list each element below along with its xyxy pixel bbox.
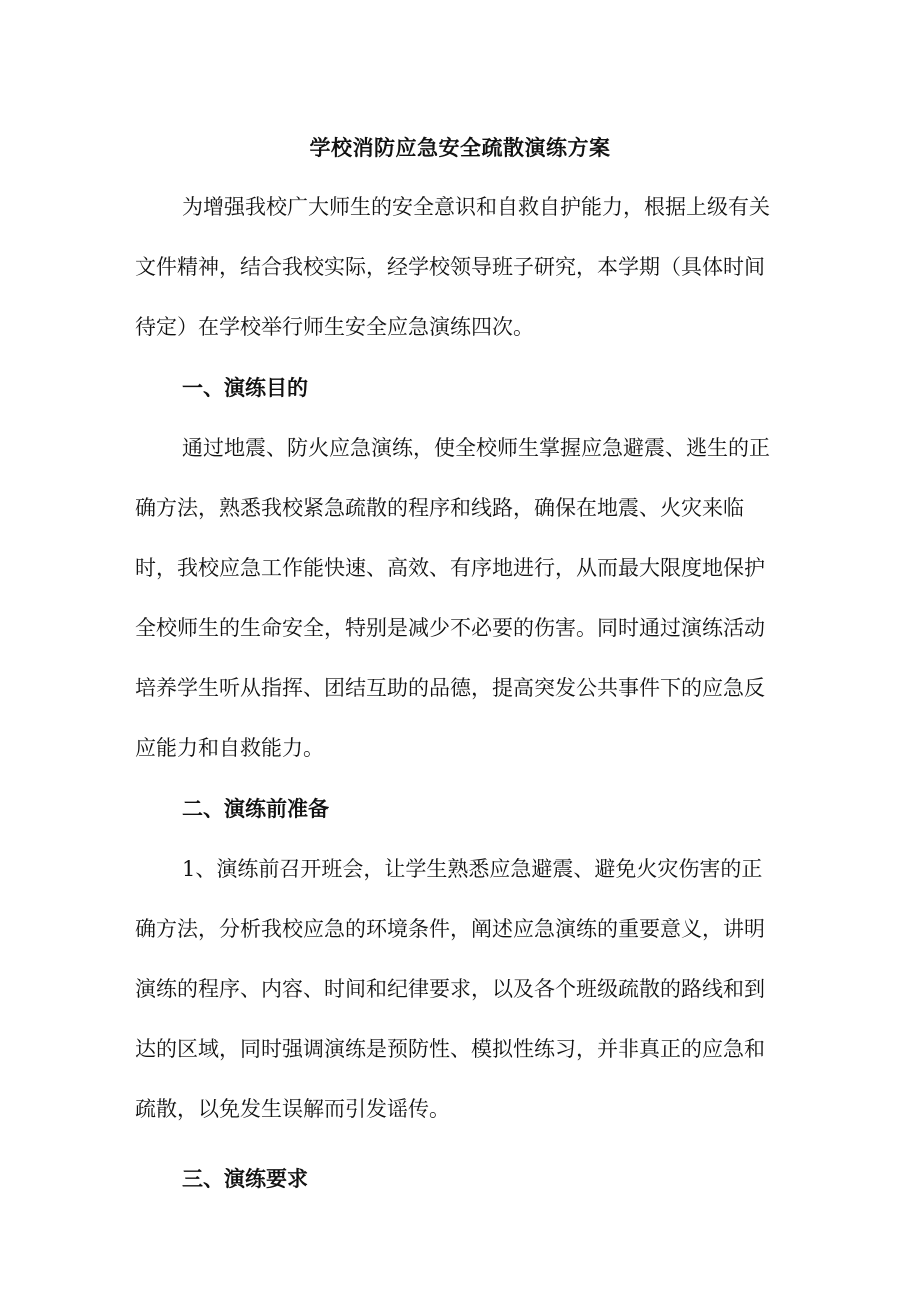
preparation-line-4: 达的区域，同时强调演练是预防性、模拟性练习，并非真正的应急和 xyxy=(135,1037,765,1061)
purpose-line-5: 培养学生听从指挥、团结互助的品德，提高突发公共事件下的应急反 xyxy=(135,676,765,700)
purpose-line-4: 全校师生的生命安全，特别是减少不必要的伤害。同时通过演练活动 xyxy=(135,616,765,640)
intro-line-1: 为增强我校广大师生的安全意识和自救自护能力，根据上级有关 xyxy=(182,195,770,219)
preparation-line-5: 疏散，以免发生误解而引发谣传。 xyxy=(135,1097,450,1121)
purpose-line-6: 应能力和自救能力。 xyxy=(135,736,324,760)
purpose-line-1: 通过地震、防火应急演练，使全校师生掌握应急避震、逃生的正 xyxy=(182,436,770,460)
section-heading-preparation: 二、演练前准备 xyxy=(182,796,329,821)
section-heading-purpose: 一、演练目的 xyxy=(182,375,308,400)
preparation-line-3: 演练的程序、内容、时间和纪律要求，以及各个班级疏散的路线和到 xyxy=(135,977,765,1001)
document-title: 学校消防应急安全疏散演练方案 xyxy=(309,135,611,160)
preparation-line-1: 1、演练前召开班会，让学生熟悉应急避震、避免火灾伤害的正 xyxy=(182,857,763,881)
intro-line-3: 待定）在学校举行师生安全应急演练四次。 xyxy=(135,315,534,339)
purpose-line-3: 时，我校应急工作能快速、高效、有序地进行，从而最大限度地保护 xyxy=(135,556,765,580)
section-heading-requirements: 三、演练要求 xyxy=(182,1166,308,1191)
purpose-line-2: 确方法，熟悉我校紧急疏散的程序和线路，确保在地震、火灾来临 xyxy=(135,496,744,520)
preparation-line-2: 确方法，分析我校应急的环境条件，阐述应急演练的重要意义，讲明 xyxy=(135,917,765,941)
intro-line-2: 文件精神，结合我校实际，经学校领导班子研究，本学期（具体时间 xyxy=(135,255,765,279)
